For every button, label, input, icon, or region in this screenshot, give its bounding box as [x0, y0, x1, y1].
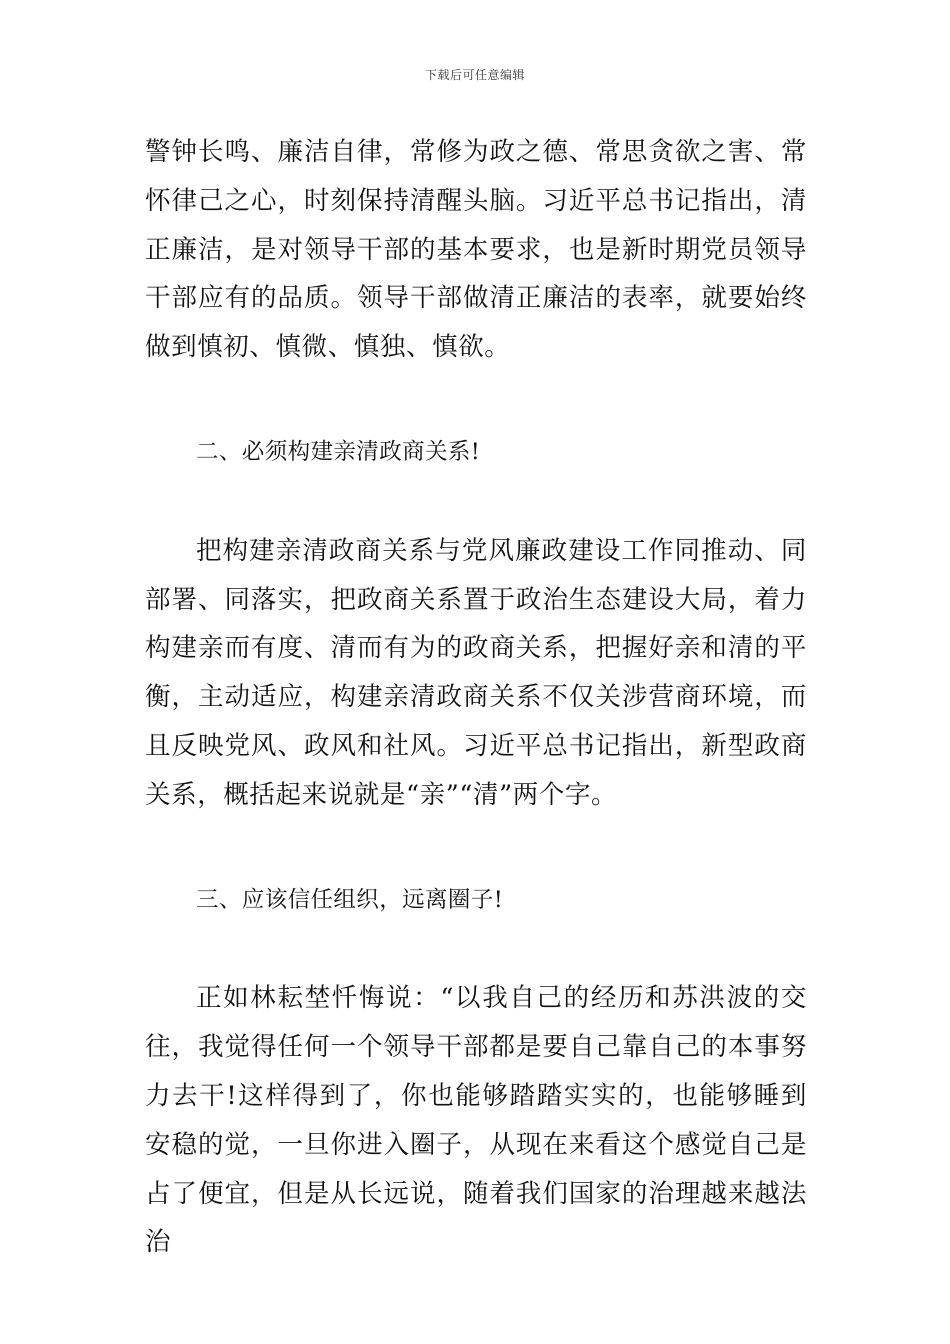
- paragraph-business-relations: 把构建亲清政商关系与党风廉政建设工作同推动、同部署、同落实，把政商关系置于政治生态建设大局，着力构建亲而有度、清而有为的政商关系，把握好亲和清的平衡，主动适应，构建亲清政商关系不仅关涉营商环境，而且反映党风、政风和社风。习近平总书记指出，新型政商关系，概括起来说就是“亲”“清”两个字。: [145, 535, 807, 810]
- spacer: [145, 477, 807, 527]
- spacer: [145, 372, 807, 428]
- section-heading-three: 三、应该信任组织，远离圈子!: [196, 886, 504, 913]
- paragraph-integrity: 警钟长鸣、廉洁自律，常修为政之德、常思贪欲之害、常怀律己之心，时刻保持清醒头脑。习近平总书记指出，清正廉洁，是对领导干部的基本要求，也是新时期党员领导干部应有的品质。领导干部做清正廉洁的表率，就要始终做到慎初、慎微、慎独、慎欲。: [145, 137, 807, 363]
- document-body: [145, 128, 807, 1267]
- section-heading-two: 二、必须构建亲清政商关系!: [196, 438, 481, 465]
- page-header: 下载后可任意编辑: [424, 68, 525, 82]
- spacer: [145, 820, 807, 876]
- paragraph-confession-quote: 正如林耘埜忏悔说：“以我自己的经历和苏洪波的交往，我觉得任何一个领导干部都是要自己靠自己的本事努力去干!这样得到了，你也能够踏踏实实的，也能够睡到安稳的觉，一旦你进入圈子，从现在来看这个感觉自己是占了便宜，但是从长远说，随着我们国家的治理越来越法治: [145, 983, 807, 1258]
- spacer: [145, 924, 807, 974]
